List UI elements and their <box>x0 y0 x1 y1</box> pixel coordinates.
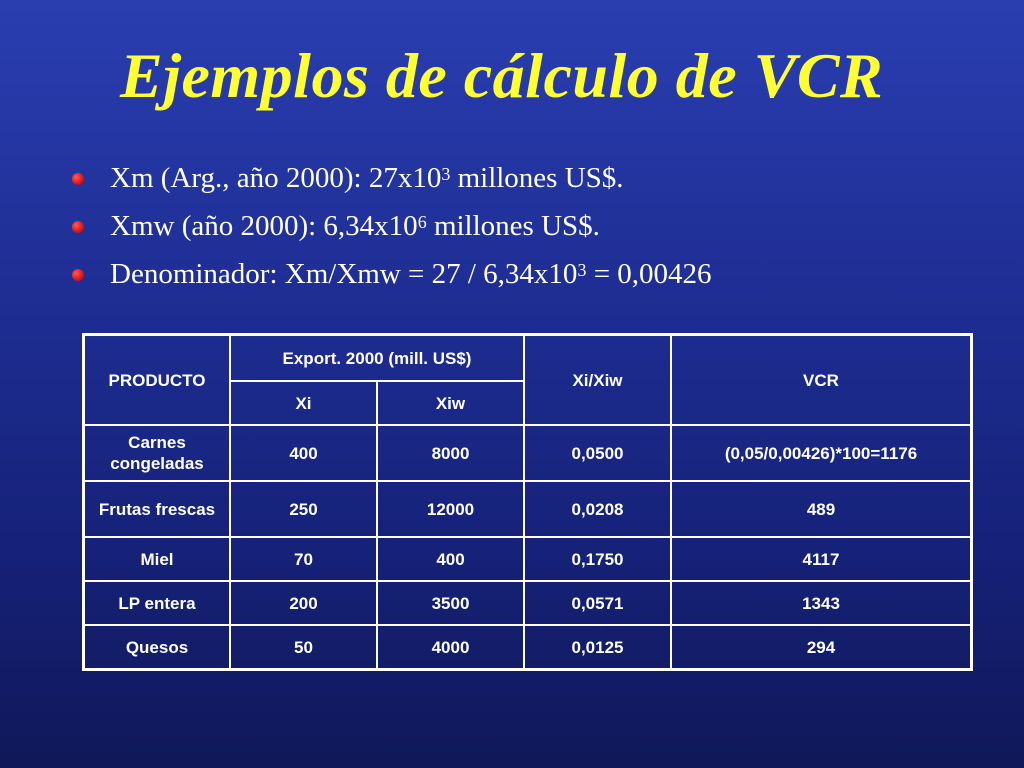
cell-producto: Miel <box>84 537 231 581</box>
header-vcr: VCR <box>671 335 972 426</box>
header-export-group: Export. 2000 (mill. US$) <box>230 335 524 382</box>
table-row <box>84 581 972 625</box>
bullet-text-tail: = 0,00426 <box>586 258 712 290</box>
bullet-dot-icon <box>72 221 84 233</box>
cell-ratio: 0,0208 <box>524 481 671 537</box>
header-ratio: Xi/Xiw <box>524 335 671 426</box>
cell-vcr: 294 <box>671 625 972 670</box>
cell-producto: Carnes congeladas <box>84 425 231 481</box>
bullet-list <box>68 154 712 298</box>
header-producto: PRODUCTO <box>84 335 231 426</box>
cell-xiw: 400 <box>377 537 524 581</box>
cell-producto: Frutas frescas <box>84 481 231 537</box>
cell-vcr: 489 <box>671 481 972 537</box>
table-row <box>84 425 972 481</box>
cell-xi: 250 <box>230 481 377 537</box>
vcr-table <box>82 333 973 671</box>
cell-vcr: (0,05/0,00426)*100=1176 <box>671 425 972 481</box>
cell-xiw: 8000 <box>377 425 524 481</box>
table-header-row <box>84 335 972 382</box>
bullet-text-tail: millones US$. <box>450 162 624 194</box>
bullet-item-xmw <box>68 202 712 250</box>
bullet-text: Xm (Arg., año 2000): 27x10 <box>110 162 442 194</box>
cell-xi: 70 <box>230 537 377 581</box>
cell-ratio: 0,0125 <box>524 625 671 670</box>
bullet-dot-icon <box>72 269 84 281</box>
cell-producto: Quesos <box>84 625 231 670</box>
table-row <box>84 625 972 670</box>
bullet-exponent: 6 <box>417 212 427 232</box>
cell-ratio: 0,1750 <box>524 537 671 581</box>
cell-vcr: 4117 <box>671 537 972 581</box>
cell-xi: 50 <box>230 625 377 670</box>
bullet-text-tail: millones US$. <box>426 210 600 242</box>
slide-title: Ejemplos de cálculo de VCR <box>120 40 884 111</box>
cell-xi: 400 <box>230 425 377 481</box>
cell-producto: LP entera <box>84 581 231 625</box>
bullet-text: Xmw (año 2000): 6,34x10 <box>110 210 418 242</box>
bullet-item-denominador <box>68 250 712 298</box>
header-xi: Xi <box>230 381 377 425</box>
cell-xiw: 4000 <box>377 625 524 670</box>
cell-xi: 200 <box>230 581 377 625</box>
table-row <box>84 537 972 581</box>
header-xiw: Xiw <box>377 381 524 425</box>
cell-ratio: 0,0500 <box>524 425 671 481</box>
cell-xiw: 12000 <box>377 481 524 537</box>
bullet-text: Denominador: Xm/Xmw = 27 / 6,34x10 <box>110 258 578 290</box>
cell-vcr: 1343 <box>671 581 972 625</box>
bullet-item-xm <box>68 154 712 202</box>
bullet-dot-icon <box>72 173 84 185</box>
cell-ratio: 0,0571 <box>524 581 671 625</box>
vcr-table-container <box>82 333 973 671</box>
cell-xiw: 3500 <box>377 581 524 625</box>
table-row <box>84 481 972 537</box>
bullet-exponent: 3 <box>441 164 451 184</box>
bullet-exponent: 3 <box>577 260 587 280</box>
